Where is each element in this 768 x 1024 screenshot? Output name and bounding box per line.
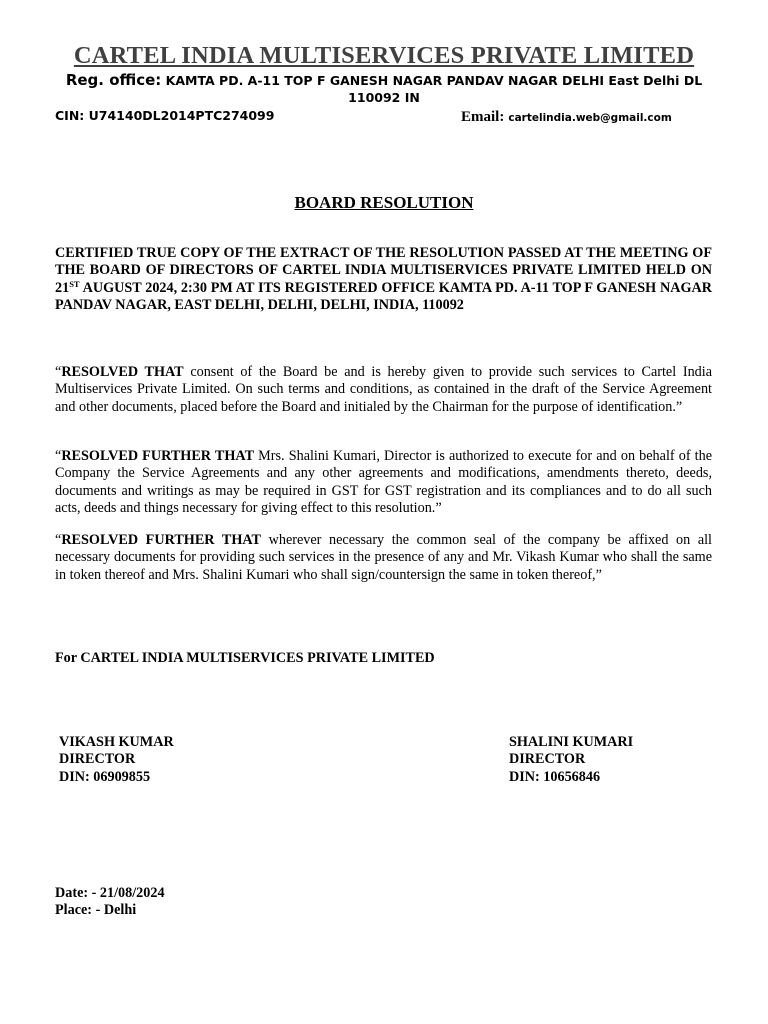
signatory-block-left bbox=[59, 734, 174, 786]
email-address: cartelindia.web@gmail.com bbox=[508, 112, 672, 124]
signatory-name: SHALINI KUMARI bbox=[509, 734, 634, 750]
signatory-din: DIN: 10656846 bbox=[509, 768, 601, 785]
reg-office-address: KAMTA PD. A-11 TOP F GANESH NAGAR PANDAV NAGAR DELHI East Delhi DL 110092 IN bbox=[165, 73, 703, 105]
document-title: BOARD RESOLUTION bbox=[294, 193, 474, 212]
resolution-lead: RESOLVED THAT bbox=[61, 364, 184, 380]
email-label: Email: bbox=[461, 109, 505, 125]
open-quote: “ bbox=[55, 364, 62, 380]
date-place-block bbox=[55, 885, 165, 920]
company-name-heading: CARTEL INDIA MULTISERVICES PRIVATE LIMITED bbox=[73, 42, 695, 69]
resolution-body: Mrs. Shalini Kumari, Director is authorized to execute for and on behalf of the Company the Service Agreements and any other agreements and modifications, amendments thereto, deeds, documents and writings as may be required in GST for GST registration and its compliances and to do all such acts, deeds and things necessary for giving effect to this resolution.” bbox=[55, 448, 712, 516]
signatory-name: VIKASH KUMAR bbox=[59, 734, 174, 750]
resolution-place: Place: - Delhi bbox=[55, 902, 137, 919]
resolution-paragraph bbox=[55, 532, 712, 584]
resolution-lead: RESOLVED FURTHER THAT bbox=[61, 532, 262, 548]
for-company-line: For CARTEL INDIA MULTISERVICES PRIVATE LIMITED bbox=[55, 650, 435, 666]
resolution-paragraph bbox=[55, 448, 712, 517]
resolution-date: Date: - 21/08/2024 bbox=[55, 885, 165, 901]
open-quote: “ bbox=[55, 448, 62, 464]
certification-intro bbox=[55, 245, 712, 314]
signatory-designation: DIRECTOR bbox=[509, 751, 586, 768]
signatory-din: DIN: 06909855 bbox=[59, 768, 151, 785]
signatory-block-right bbox=[509, 734, 633, 786]
intro-text-part2: AUGUST 2024, 2:30 PM AT ITS REGISTERED OFFICE KAMTA PD. A-11 TOP F GANESH NAGAR PANDAV NAGAR, EAST DELHI, DELHI, DELHI, INDIA, 110092 bbox=[55, 279, 712, 313]
cin-number: CIN: U74140DL2014PTC274099 bbox=[55, 108, 275, 123]
resolution-body: wherever necessary the common seal of the company be affixed on all necessary documents for providing such services in the presence of any and Mr. Vikash Kumar who shall the same in token thereof and Mrs. Shalini Kumari who shall sign/countersign the same in token thereof,” bbox=[55, 532, 712, 583]
reg-office-label: Reg. office: bbox=[65, 71, 162, 89]
resolution-lead: RESOLVED FURTHER THAT bbox=[61, 448, 255, 464]
open-quote: “ bbox=[55, 532, 62, 548]
resolution-body: consent of the Board be and is hereby given to provide such services to Cartel India Multiservices Private Limited. On such terms and conditions, as contained in the draft of the Service Agreement and other documents, placed before the Board and initialed by the Chairman for the purpose of identification.” bbox=[55, 364, 712, 415]
intro-ordinal-suffix: ST bbox=[69, 278, 80, 289]
resolution-paragraph bbox=[55, 364, 712, 416]
registered-office-line bbox=[50, 72, 718, 106]
signatory-designation: DIRECTOR bbox=[59, 751, 136, 768]
intro-text-part1: CERTIFIED TRUE COPY OF THE EXTRACT OF THE RESOLUTION PASSED AT THE MEETING OF THE BOARD OF DIRECTORS OF CARTEL INDIA MULTISERVICES PRIVATE LIMITED HELD ON 21 bbox=[55, 245, 712, 296]
email-line bbox=[461, 108, 672, 126]
